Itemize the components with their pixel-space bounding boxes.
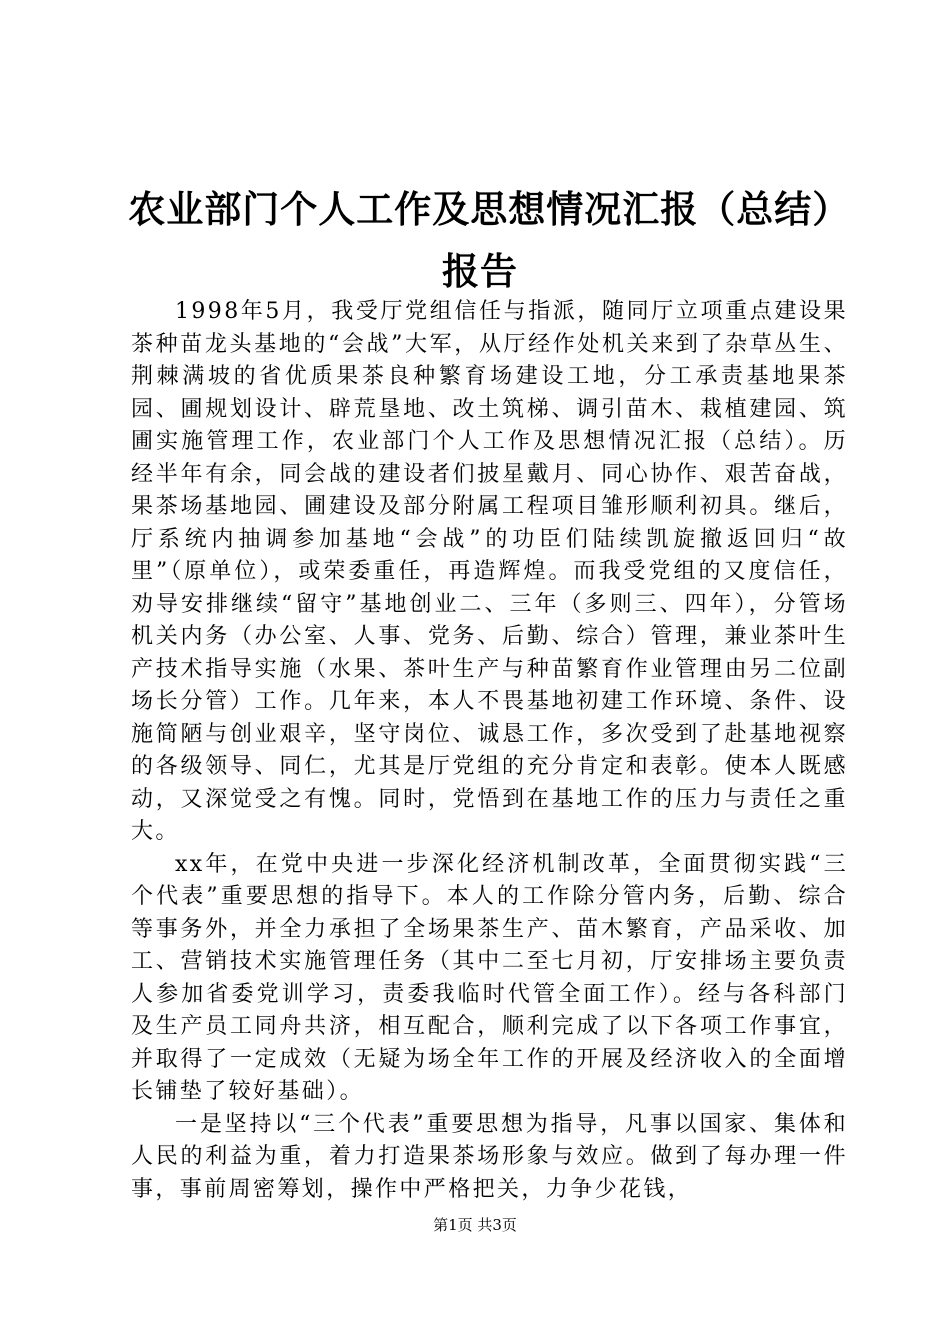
paragraph-1: 1998年5月，我受厅党组信任与指派，随同厅立项重点建设果茶种苗龙头基地的“会战”大军，从厅经作处机关来到了杂草丛生、荆棘满坡的省优质果茶良种繁育场建设工地，分工承责基地果茶园、圃规划设计、辟荒垦地、改土筑梯、调引苗木、栽植建园、筑圃实施管理工作，农业部门个人工作及思想情况汇报（总结）。历经半年有余，同会战的建设者们披星戴月、同心协作、艰苦奋战，果茶场基地园、圃建设及部分附属工程项目雏形顺利初具。继后，厅系统内抽调参加基地“会战”的功臣们陆续凯旋撤返回归“故里”（原单位），或荣委重任，再造辉煌。而我受党组的又度信任，劝导安排继续“留守”基地创业二、三年（多则三、四年），分管场机关内务（办公室、人事、党务、后勤、综合）管理，兼业茶叶生产技术指导实施（水果、茶叶生产与种苗繁育作业管理由另二位副场长分管）工作。几年来，本人不畏基地初建工作环境、条件、设施简陋与创业艰辛，坚守岗位、诚恳工作，多次受到了赴基地视察的各级领导、同仁，尤其是厅党组的充分肯定和表彰。使本人既感动，又深觉受之有愧。同时，党悟到在基地工作的压力与责任之重大。: [131, 299, 848, 844]
paragraph-3: 一是坚持以“三个代表”重要思想为指导，凡事以国家、集体和人民的利益为重，着力打造果茶场形象与效应。做到了每办理一件事，事前周密筹划，操作中严格把关，力争少花钱，: [131, 1111, 848, 1202]
page-number-footer: 第1页 共3页: [433, 1216, 517, 1234]
document-title: 农业部门个人工作及思想情况汇报（总结）报告: [128, 187, 832, 293]
document-body: [131, 296, 848, 1206]
paragraph-2: xx年，在党中央进一步深化经济机制改革，全面贯彻实践“三个代表”重要思想的指导下。本人的工作除分管内务，后勤、综合等事务外，并全力承担了全场果茶生产、苗木繁育，产品采收、加工、营销技术实施管理任务（其中二至七月初，厅安排场主要负责人参加省委党训学习，责委我临时代管全面工作）。经与各科部门及生产员工同舟共济，相互配合，顺利完成了以下各项工作事宜，并取得了一定成效（无疑为场全年工作的开展及经济收入的全面增长铺垫了较好基础）。: [131, 851, 848, 1104]
